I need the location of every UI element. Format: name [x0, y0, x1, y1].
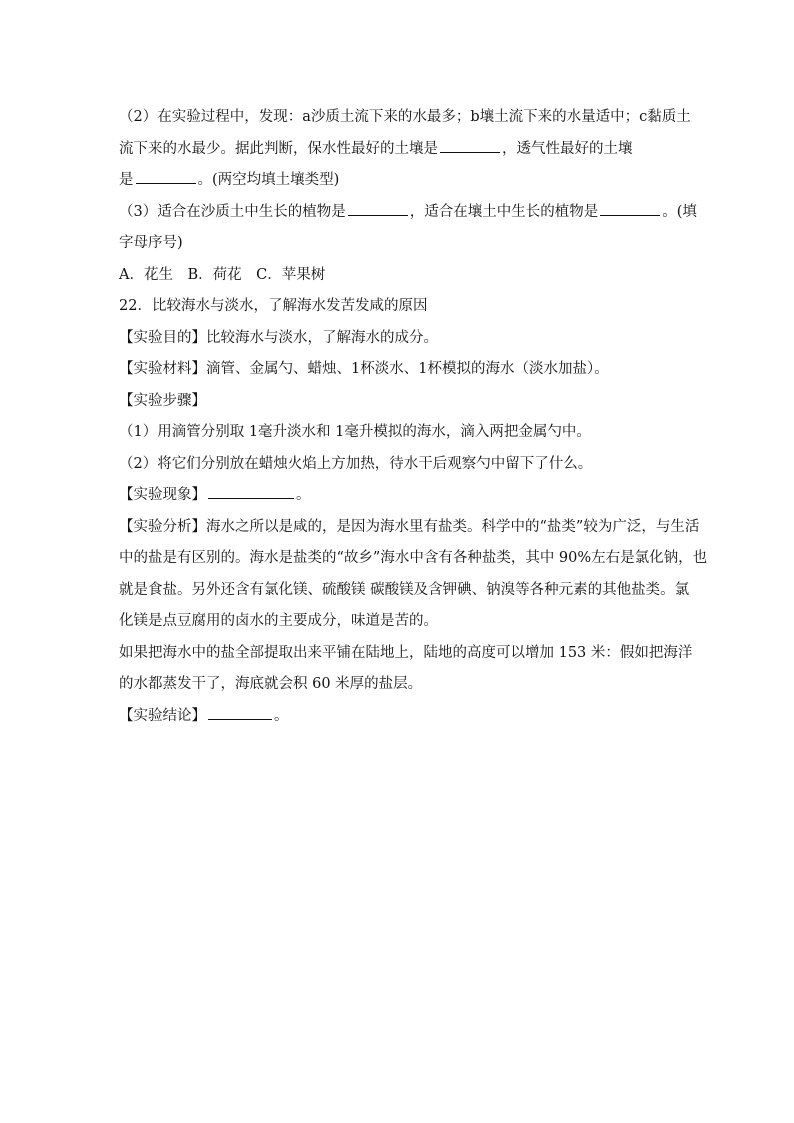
q22-step2: （2）将它们分别放在蜡烛火焰上方加热，待水干后观察勺中留下了什么。	[119, 455, 593, 472]
q21-part2-line2: 流下来的水最少。据此判断，保水性最好的土壤是 ，透气性最好的土壤	[119, 134, 675, 166]
q22-extra-line2: 的水都蒸发干了，海底就会积 60 米厚的盐层。	[119, 676, 423, 692]
q22-analysis-line4: 化镁是点豆腐用的卤水的主要成分，味道是苦的。	[119, 613, 438, 629]
q21-part2-line3: 是 。(两空均填土壤类型)	[119, 165, 675, 197]
q21-part3-line1: （3）适合在沙质土中生长的植物是 ，适合在壤土中生长的植物是 。(填	[119, 197, 675, 229]
answer-blank-phenomenon[interactable]	[208, 484, 294, 499]
q21-options: A．花生 B．荷花 C．苹果树	[119, 266, 326, 283]
q22-steps-title: 【实验步骤】	[119, 392, 206, 409]
q22-materials: 【实验材料】滴管、金属勺、蜡烛、1杯淡水、1杯模拟的海水（淡水加盐）。	[119, 361, 609, 377]
answer-blank-sandy-soil-plant[interactable]	[348, 201, 408, 216]
q22-title: 22．比较海水与淡水，了解海水发苦发咸的原因	[119, 298, 428, 314]
document-page	[119, 102, 708, 732]
q22-phenomenon: 【实验现象】 。	[119, 480, 675, 512]
answer-blank-loam-plant[interactable]	[600, 201, 660, 216]
q21-part2-line1: （2）在实验过程中，发现：a沙质土流下来的水最多；b壤土流下来的水量适中；c黏质土	[119, 109, 691, 125]
q22-analysis-line1: 【实验分析】海水之所以是咸的，是因为海水里有盐类。科学中的“盐类”较为广泛，与生活	[119, 518, 700, 535]
q22-analysis-line2: 中的盐是有区别的。海水是盐类的“故乡”海水中含有各种盐类，其中 90%左右是氯化钠，也	[119, 550, 708, 566]
q22-conclusion: 【实验结论】 。	[119, 701, 675, 733]
q22-extra-line1: 如果把海水中的盐全部提取出来平铺在陆地上，陆地的高度可以增加 153 米：假如把海洋	[119, 644, 693, 661]
q22-purpose: 【实验目的】比较海水与淡水，了解海水的成分。	[119, 329, 438, 346]
q22-step1: （1）用滴管分别取 1毫升淡水和 1毫升模拟的海水，滴入两把金属勺中。	[119, 424, 591, 440]
q22-analysis-line3: 就是食盐。另外还含有氯化镁、硫酸镁 碳酸镁及含钾碘、钠溴等各种元素的其他盐类。氯	[119, 581, 690, 598]
q21-part3-line2: 字母序号)	[119, 235, 183, 251]
answer-blank-permeability[interactable]	[136, 169, 196, 184]
answer-blank-water-retention[interactable]	[440, 138, 500, 153]
answer-blank-conclusion[interactable]	[208, 705, 272, 720]
